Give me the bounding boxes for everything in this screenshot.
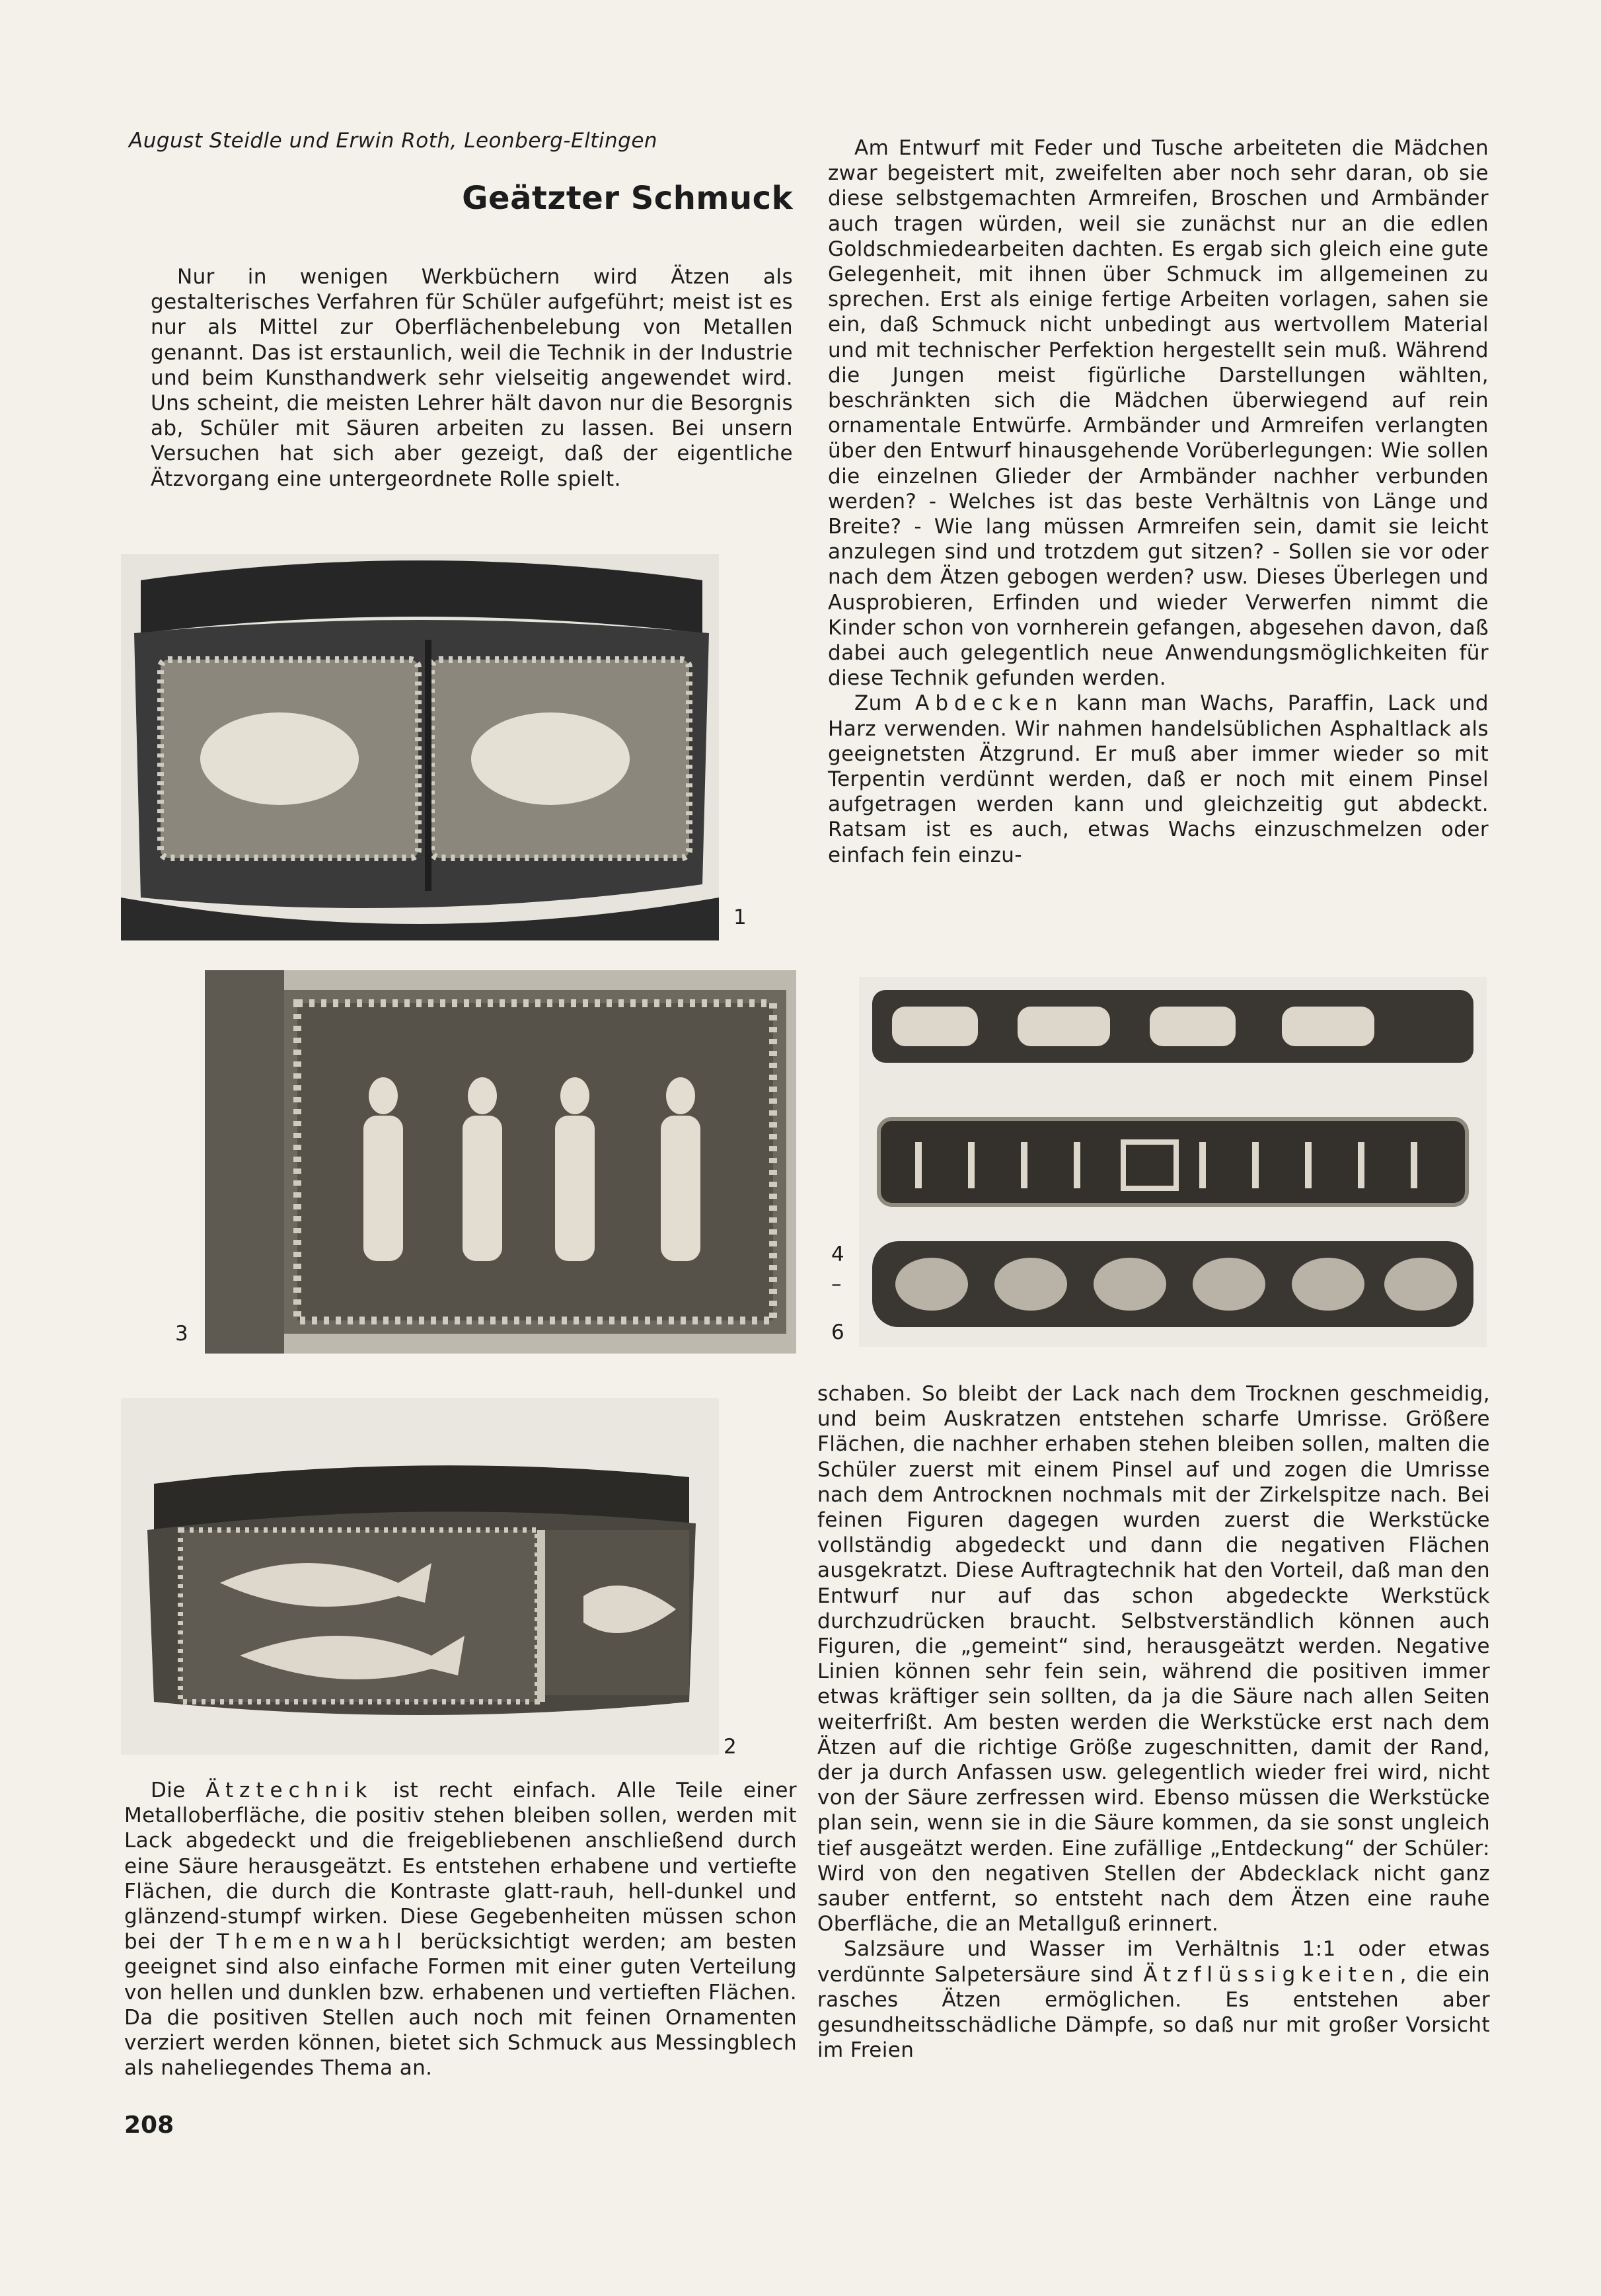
paragraph-technique: Die Ätztechnik ist recht einfach. Alle Teile einer Metalloberfläche, die positiv stehen bleiben sollen, werden mit Lack abgedeckt und die freigebliebenen anschließend durch eine Säure herausgeätzt. Es entstehen erhabene und vertiefte Flächen, die durch die Kontraste glatt-rauh, hell-dunkel und glänzend-stumpf wirken. Diese Gegebenheiten müssen schon bei der Themenwahl berücksichtigt werden; am besten geeignet sind also einfache Formen mit einer guten Verteilung von hellen und dunklen bzw. erhabenen und vertieften Flächen. Da die positiven Stellen auch noch mit feinen Ornamenten verziert werden können, bietet sich Schmuck aus Messingblech als naheliegendes Thema an. <box>124 1779 798 2081</box>
caption-fig1: 1 <box>733 905 747 929</box>
caption-fig2: 2 <box>724 1735 737 1759</box>
photo-strips-4-6 <box>859 977 1487 1347</box>
right-column-top <box>828 135 1489 868</box>
photo-bracelet-fish <box>121 1398 719 1755</box>
bracelet-animals-image <box>121 554 719 940</box>
caption-fig4: 4 <box>831 1243 844 1266</box>
photo-panel-figures <box>205 970 796 1354</box>
photo-bracelet-animals <box>121 554 719 940</box>
panel-figures-image <box>205 970 796 1354</box>
bracelet-fish-image <box>121 1398 719 1755</box>
paragraph-scraping: schaben. So bleibt der Lack nach dem Trocknen geschmeidig, und beim Auskratzen entstehen scharfe Umrisse. Größere Flächen, die nachher erhaben stehen bleiben sollen, malten die Schüler zuerst mit einem Pinsel auf und zogen die Umrisse nach dem Antrocknen nochmals mit der Zirkelspitze nach. Bei feinen Figuren dagegen wurden zuerst die Werkstücke vollständig abgedeckt und dann die negativen Flächen ausgekratzt. Diese Auftragtechnik hat den Vorteil, daß man den Entwurf nur auf das schon abgedeckte Werkstück durchzudrücken braucht. Selbstverständlich können auch Figuren, die „gemeint“ sind, herausgeätzt werden. Negative Linien können sehr fein sein, während die positiven immer etwas kräftiger sein sollten, da ja die Säure nach allen Seiten weiterfrißt. Am besten werden die Werkstücke erst nach dem Ätzen auf die richtige Größe zugeschnitten, damit der Rand, der ja durch Anfassen usw. gelegentlich wieder frei wird, nicht von der Säure zerfressen wird. Ebenso müssen die Werkstücke plan sein, wenn sie in die Säure kommen, da sie sonst ungleich tief ausgeätzt werden. Eine zufällige „Entdeckung“ der Schüler: Wird von den negativen Stellen der Abdecklack nicht ganz sauber entfernt, so entsteht nach dem Ätzen eine rauhe Oberfläche, die an Metallguß erinnert. <box>817 1382 1490 1936</box>
intro-paragraph: Nur in wenigen Werkbüchern wird Ätzen als gestalterisches Verfahren für Schüler aufgeführt; meist ist es nur als Mittel zur Oberflächenbelebung von Metallen genannt. Das ist erstaunlich, weil die Technik in der Industrie und beim Kunsthandwerk sehr vielseitig angewendet wird. Uns scheint, die meisten Lehrer hält davon nur die Besorgnis ab, Schüler mit Säuren arbeiten zu lassen. Bei unsern Versuchen hat sich aber gezeigt, daß der eigentliche Ätzvorgang eine untergeordnete Rolle spielt. <box>151 265 793 491</box>
author-byline: August Steidle und Erwin Roth, Leonberg-Eltingen <box>129 129 658 153</box>
left-column-bottom <box>124 1778 797 2081</box>
caption-fig3: 3 <box>175 1322 188 1346</box>
paragraph-design: Am Entwurf mit Feder und Tusche arbeiteten die Mädchen zwar begeistert mit, zweifelten aber noch sehr daran, ob sie diese selbstgemachten Armreifen, Broschen und Armbänder auch tragen würden, weil sie zunächst nur an die edlen Goldschmiedearbeiten dachten. Es ergab sich gleich eine gute Gelegenheit, mit ihnen über Schmuck im allgemeinen zu sprechen. Erst als einige fertige Arbeiten vorlagen, sahen sie ein, daß Schmuck nicht unbedingt aus wertvollem Material und mit technischer Perfektion hergestellt sein muß. Während die Jungen meist figürliche Darstellungen wählten, beschränkten sich die Mädchen überwiegend auf rein ornamentale Entwürfe. Armbänder und Armreifen verlangten über den Entwurf hinausgehende Vorüberlegungen: Wie sollen die einzelnen Glieder der Armbänder nachher verbunden werden? - Welches ist das beste Verhältnis von Länge und Breite? - Wie lang müssen Armreifen sein, damit sie leicht anzulegen sind und trotzdem gut sitzen? - Sollen sie vor oder nach dem Ätzen gebogen werden? usw. Dieses Überlegen und Ausprobieren, Erfinden und wieder Verwerfen nimmt die Kinder schon von vornherein gefangen, abgesehen davon, daß dabei auch gelegentlich neue Anwendungsmöglichkeiten für diese Technik gefunden werden. <box>828 136 1489 691</box>
caption-fig6: 6 <box>831 1320 844 1344</box>
article-title: Geätzter Schmuck <box>462 180 793 217</box>
paragraph-covering: Zum Abdecken kann man Wachs, Paraffin, Lack und Harz verwenden. Wir nahmen handelsüblichen Asphaltlack als geeignetsten Ätzgrund. Er muß aber immer wieder so mit Terpentin verdünnt werden, daß er noch mit einem Pinsel aufgetragen werden kann und gleichzeitig gut abdeckt. Ratsam ist es auch, etwas Wachs einzuschmelzen oder einfach fein einzu- <box>828 691 1489 867</box>
right-column-bottom <box>817 1381 1490 2063</box>
strips-image <box>859 977 1487 1347</box>
paragraph-acids: Salzsäure und Wasser im Verhältnis 1:1 oder etwas verdünnte Salpetersäure sind Ätzflüssigkeiten, die ein rasches Ätzen ermöglichen. Es entstehen aber gesundheitsschädliche Dämpfe, so daß nur mit großer Vorsicht im Freien <box>817 1937 1490 2063</box>
page-number: 208 <box>124 2112 174 2139</box>
caption-fig-dash: – <box>831 1272 842 1296</box>
